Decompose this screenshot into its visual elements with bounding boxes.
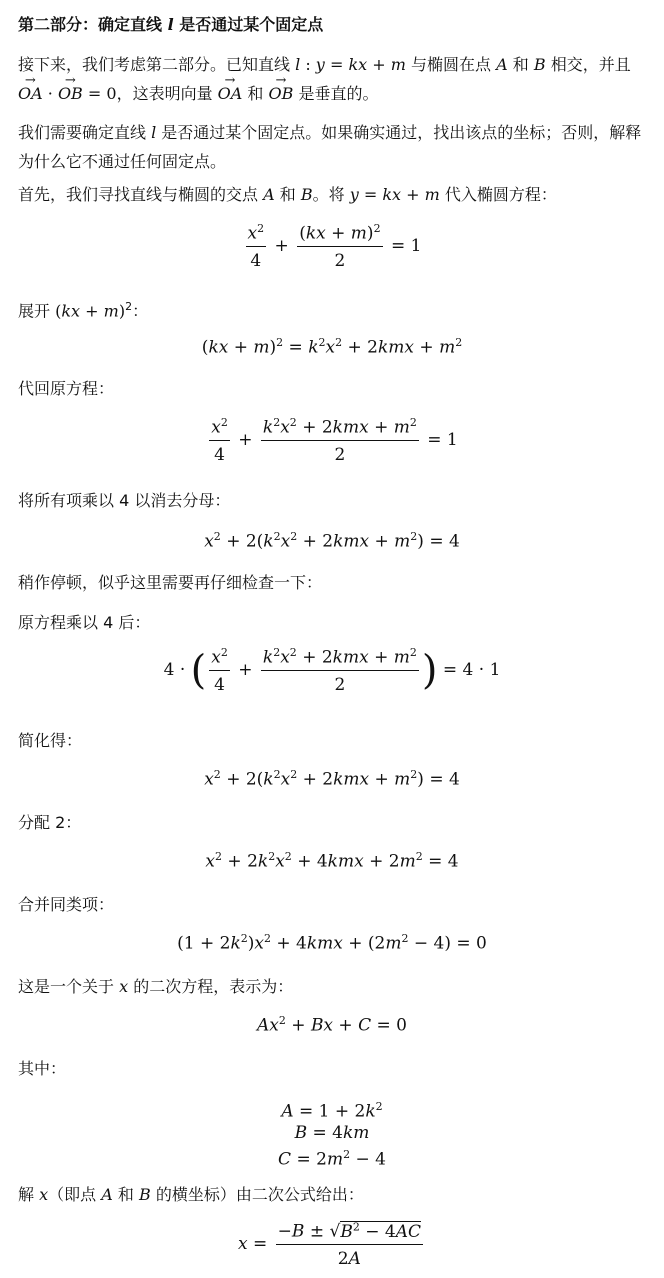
equation-expand: $(kx + m)^2 = k^2x^2 + 2kmx + m^2$ (201, 336, 463, 358)
equation-combine: $(1 + 2k^2)x^2 + 4kmx + (2m^2 - 4) = 0$ (177, 932, 487, 954)
equation-recheck: 4 · ( $\frac{x^2}{4}$ + $\frac{k^2x^2 + 2kmx + m^2}{2}$ ) = 4 · 1 (163, 646, 501, 695)
equation-simplify: $x^2 + 2(k^2x^2 + 2kmx + m^2) = 4$ (204, 768, 460, 790)
coefficient-a: $A = 1 + 2k^2$ (281, 1100, 383, 1122)
paragraph-simplify: 简化得： (18, 731, 83, 750)
equation-back-substitute: $\frac{x^2}{4}$ + $\frac{k^2x^2 + 2kmx + m^2}{2}$ = 1 (211, 416, 458, 465)
paragraph-back-substitute: 代回原方程： (18, 379, 115, 398)
paragraph-distribute: 分配 2： (18, 813, 82, 832)
paragraph-expand: 展开 (kx + m)$^2$： (18, 300, 149, 321)
section-title: 第二部分：确定直线 l 是否通过某个固定点 (18, 15, 324, 34)
equation-multiply: $x^2 + 2(k^2x^2 + 2kmx + m^2) = 4$ (204, 530, 460, 552)
paragraph-combine: 合并同类项： (18, 895, 115, 914)
paragraph-intro: 接下来，我们考虑第二部分。已知直线 l : y = kx + m 与椭圆在点 A 和 B 相交，并且 → OA · → OB = 0，这表明向量 → OA 和 → OB 是垂直的。 (18, 50, 648, 108)
equation-quadratic: $Ax^2 + Bx + C = 0$ (257, 1014, 407, 1036)
paragraph-multiply: 将所有项乘以 4 以消去分母： (18, 491, 231, 510)
paragraph-solve: 解 x（即点 A 和 B 的横坐标）由二次公式给出： (18, 1185, 364, 1204)
paragraph-substitute: 首先，我们寻找直线与椭圆的交点 A 和 B。将 y = kx + m 代入椭圆方程： (18, 185, 557, 204)
paragraph-where: 其中： (18, 1059, 67, 1078)
equation-quadratic-formula: x = $\frac{-B \pm √B^2 - 4AC}{2A}$ (238, 1220, 421, 1269)
coefficient-c: $C = 2m^2 - 4$ (278, 1147, 386, 1170)
equation-coefficients (0, 1096, 664, 1170)
paragraph-recheck: 原方程乘以 4 后： (18, 613, 151, 632)
equation-distribute: $x^2 + 2k^2x^2 + 4kmx + 2m^2 = 4$ (205, 850, 459, 872)
paragraph-quadratic: 这是一个关于 x 的二次方程，表示为： (18, 977, 294, 996)
paragraph-goal: 我们需要确定直线 l 是否通过某个固定点。如果确实通过，找出该点的坐标；否则，解释为什么它不通过任何固定点。 (18, 123, 642, 171)
paragraph-check: 稍作停顿，似乎这里需要再仔细检查一下： (18, 573, 323, 592)
coefficient-b: B = 4km (294, 1122, 370, 1143)
equation-ellipse: $\frac{x^2}{4}$ + $\frac{(kx + m)^2}{2}$ = 1 (247, 222, 422, 271)
